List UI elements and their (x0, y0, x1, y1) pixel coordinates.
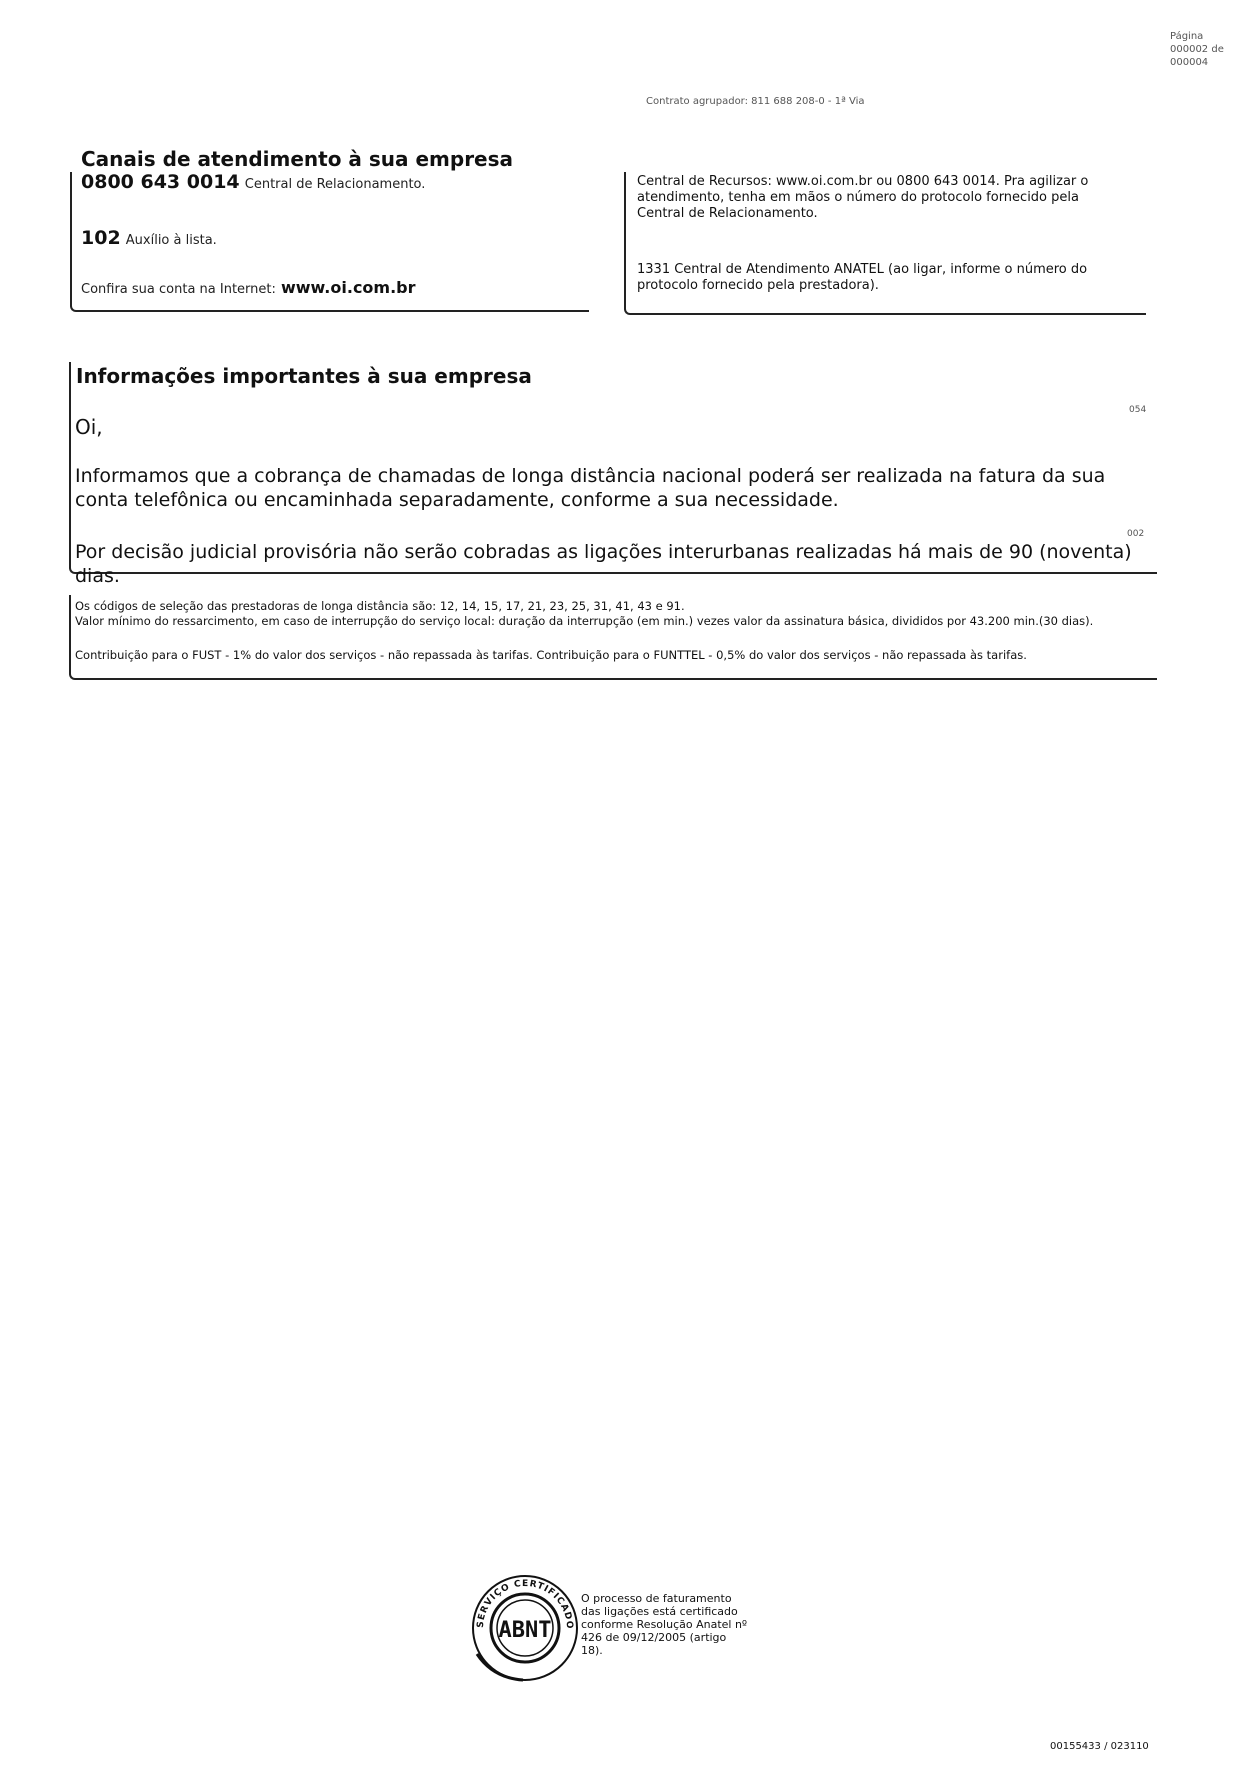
page-total: 000004 (1170, 57, 1209, 68)
phone-number: 0800 643 0014 (81, 171, 240, 193)
central-recursos-text: Central de Recursos: www.oi.com.br ou 0800 643 0014. Pra agilizar o atendimento, tenha em mãos o número do protocolo fornecido pela Central de Relacionamento. (637, 174, 1089, 221)
info-paragraph: Por decisão judicial provisória não serão cobradas as ligações interurbanas realizadas há mais de 90 (noventa) dias. (75, 541, 1132, 587)
phone-row (81, 171, 425, 193)
fine-print-line: Contribuição para o FUST - 1% do valor dos serviços - não repassada às tarifas. Contribuição para o FUNTTEL - 0,5% do valor dos serviços - não repassada às tarifas. (75, 648, 1027, 662)
contract-number: Contrato agrupador: 811 688 208-0 - 1ª Via (646, 96, 865, 107)
greeting: Oi, (75, 415, 103, 439)
seal-ring-text: SERVIÇO CERTIFICADO (475, 1578, 575, 1630)
info-paragraph: Informamos que a cobrança de chamadas de longa distância nacional poderá ser realizada na fatura da sua conta telefônica ou encaminhada separadamente, conforme a sua necessidade. (75, 465, 1106, 511)
abnt-seal-icon (463, 1566, 581, 1684)
internet-row (81, 278, 416, 297)
document-number: 00155433 / 023110 (1050, 1741, 1149, 1752)
internet-link[interactable]: www.oi.com.br (280, 278, 416, 297)
short-number-row (81, 227, 217, 249)
anatel-text: 1331 Central de Atendimento ANATEL (ao ligar, informe o número do protocolo fornecido pela prestadora). (637, 262, 1088, 293)
informacoes-title: Informações importantes à sua empresa (76, 364, 532, 388)
fine-print-line: Valor mínimo do ressarcimento, em caso de interrupção do serviço local: duração da interrupção (em min.) vezes valor da assinatura básica, divididos por 43.200 min.(30 dias). (75, 614, 1094, 628)
abnt-logo-text: ABNT (498, 1618, 552, 1643)
code-label: 002 (1127, 529, 1145, 539)
canais-title: Canais de atendimento à sua empresa (81, 147, 514, 171)
phone-description: Central de Relacionamento. (244, 177, 426, 192)
seal-description: O processo de faturamento das ligações está certificado conforme Resolução Anatel nº 426 de 09/12/2005 (artigo 18). (581, 1592, 748, 1657)
code-label: 054 (1129, 405, 1147, 415)
short-number: 102 (81, 227, 121, 249)
page-current: 000002 de (1170, 44, 1224, 55)
page-label: Página (1170, 31, 1204, 42)
page-indicator (1170, 30, 1236, 69)
short-number-description: Auxílio à lista. (125, 233, 217, 248)
fine-print-line: Os códigos de seleção das prestadoras de longa distância são: 12, 14, 15, 17, 21, 23, 25, 31, 41, 43 e 91. (75, 599, 685, 613)
internet-label: Confira sua conta na Internet: (81, 282, 276, 297)
